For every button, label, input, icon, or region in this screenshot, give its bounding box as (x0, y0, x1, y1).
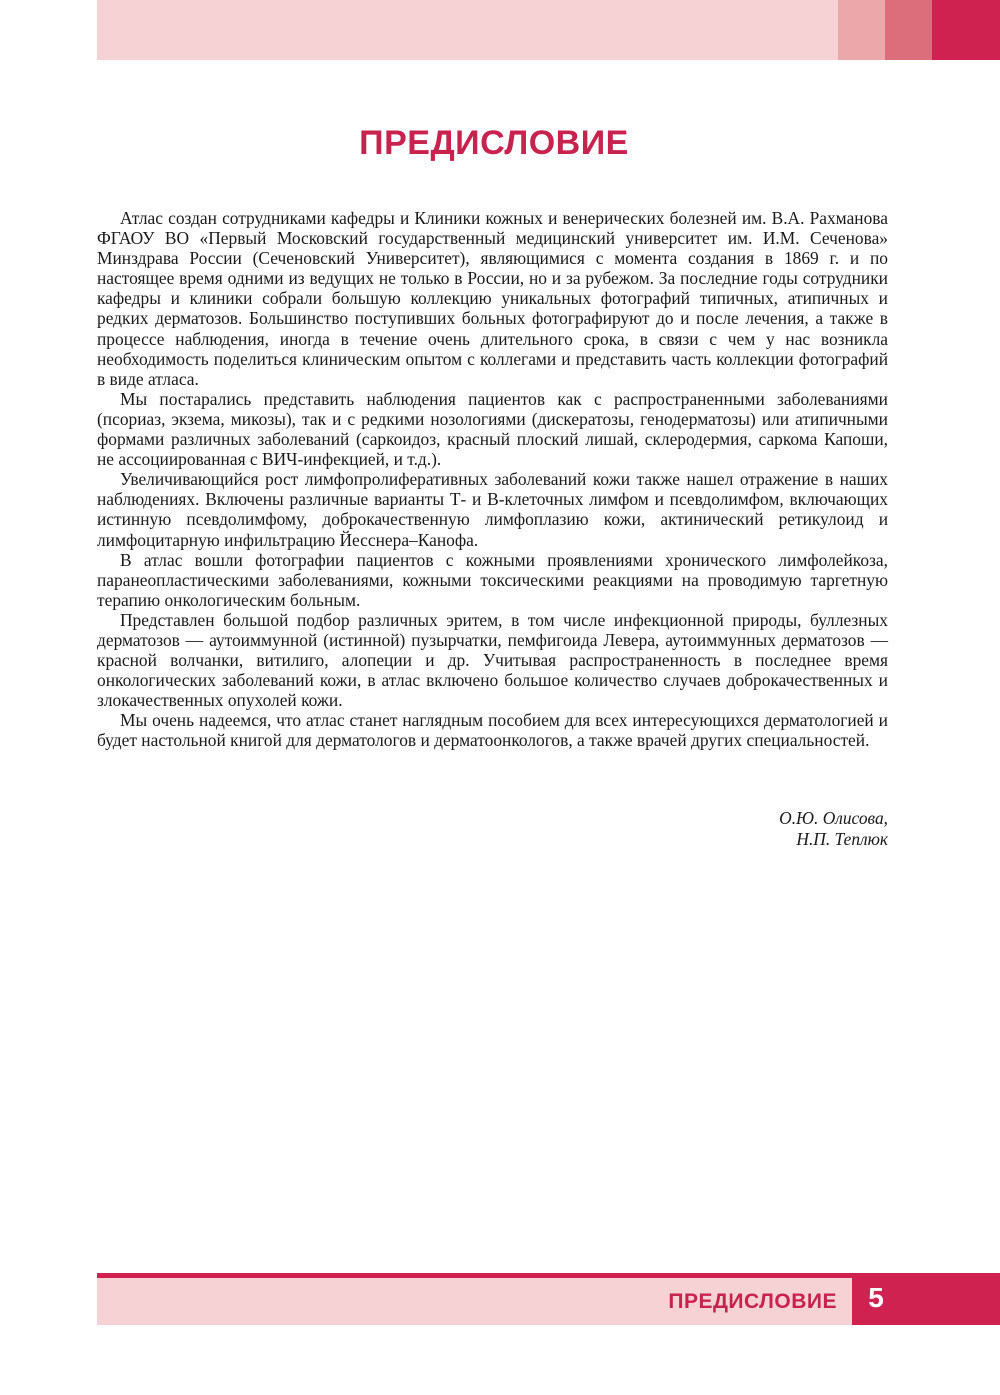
paragraph-6: Мы очень надеемся, что атлас станет наглядным пособием для всех интересующихся дерматологией и будет настольной книгой для дерматологов и дерматоонкологов, а также врачей других специальностей. (97, 710, 888, 751)
author-signature (779, 808, 888, 850)
author-name-1: О.Ю. Олисова, (779, 808, 888, 828)
header-block-mid (885, 0, 932, 60)
header-block-dark (932, 0, 1000, 60)
author-name-2: Н.П. Теплюк (796, 829, 888, 849)
header-block-light (838, 0, 885, 60)
paragraph-1: Атлас создан сотрудниками кафедры и Клиники кожных и венерических болезней им. В.А. Рахманова ФГАОУ ВО «Первый Московский государственный медицинский университет им. И.М. Сеченова» Минздрава России (Сеченовский Университет), являющимися с момента создания в 1869 г. и по настоящее время одними из ведущих не только в России, но и за рубежом. За последние годы сотрудники кафедры и клиники собрали большую коллекцию уникальных фотографий типичных, атипичных и редких дерматозов. Большинство поступивших больных фотографируют до и после лечения, а также в процессе наблюдения, иногда в течение очень длительного срока, в связи с чем у нас возникла необходимость поделиться клиническим опытом с коллегами и представить часть коллекции фотографий в виде атласа. (97, 208, 888, 389)
preface-body (97, 208, 888, 751)
paragraph-2: Мы постарались представить наблюдения пациентов как с распространенными заболеваниями (псориаз, экзема, микозы), так и с редкими нозологиями (дискератозы, генодерматозы) или атипичными формами различных заболеваний (саркоидоз, красный плоский лишай, склеродермия, саркома Капоши, не ассоциированная с ВИЧ-инфекцией, и т.д.). (97, 388, 888, 470)
page-title: ПРЕДИСЛОВИЕ (359, 124, 629, 162)
header-band (97, 0, 838, 60)
paragraph-3: Увеличивающийся рост лимфопролиферативных заболеваний кожи также нашел отражение в наших наблюдениях. Включены различные варианты Т- и В-клеточных лимфом и псевдолимфом, включающих истинную псевдолимфому, доброкачественную лимфоплазию кожи, актинический ретикулоид и лимфоцитарную инфильтрацию Йесснера–Канофа. (97, 469, 888, 550)
paragraph-5: Представлен большой подбор различных эритем, в том числе инфекционной природы, буллезных дерматозов — аутоиммунной (истинной) пузырчатки, пемфигоида Левера, аутоиммунных дерматозов — красной волчанки, витилиго, алопеции и др. Учитывая распространенность в последнее время онкологических заболеваний кожи, в атлас включено большое количество случаев доброкачественных и злокачественных опухолей кожи. (97, 609, 888, 711)
paragraph-4: В атлас вошли фотографии пациентов с кожными проявлениями хронического лимфолейкоза, паранеопластическими заболеваниями, кожными токсическими реакциями на проводимую таргетную терапию онкологическим больным. (97, 549, 888, 610)
footer-section-label: ПРЕДИСЛОВИЕ (668, 1290, 837, 1313)
page-number: 5 (868, 1282, 884, 1313)
